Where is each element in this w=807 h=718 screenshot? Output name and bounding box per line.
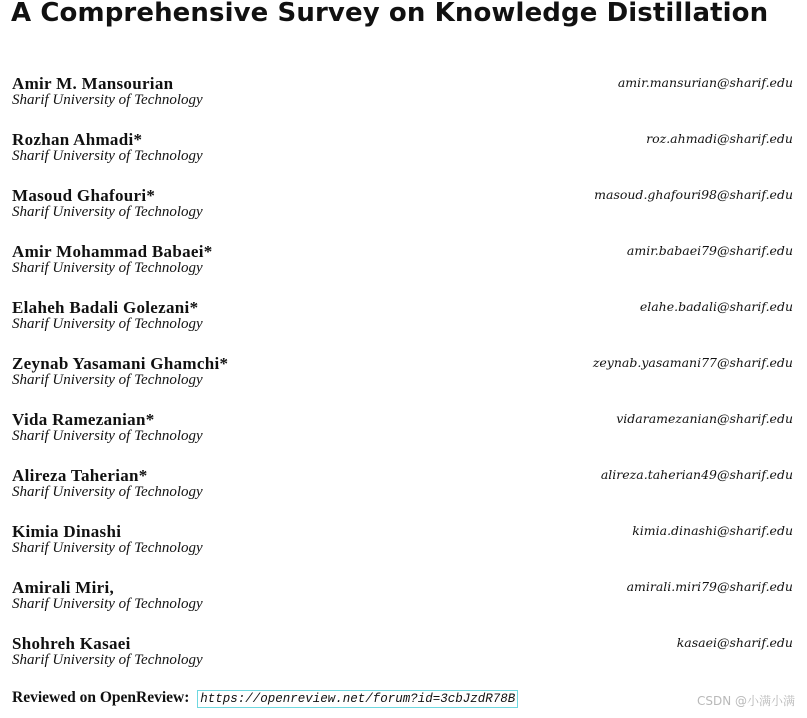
author-block: [12, 410, 793, 454]
author-name: Amirali Miri,: [12, 578, 115, 597]
author-block: [12, 74, 793, 118]
paper-title: A Comprehensive Survey on Knowledge Distillation: [11, 0, 769, 28]
author-name: Zeynab Yasamani Ghamchi*: [12, 354, 229, 373]
openreview-link[interactable]: https://openreview.net/forum?id=3cbJzdR78B: [197, 690, 518, 708]
author-name: Amir M. Mansourian: [12, 74, 174, 93]
author-name: Elaheh Badali Golezani*: [12, 298, 199, 317]
author-affiliation: Sharif University of Technology: [12, 484, 203, 500]
author-email[interactable]: elahe.badali@sharif.edu: [639, 299, 793, 314]
author-block: [12, 242, 793, 286]
author-affiliation: Sharif University of Technology: [12, 148, 203, 164]
openreview-label: Reviewed on OpenReview:: [12, 689, 190, 706]
author-email[interactable]: kimia.dinashi@sharif.edu: [632, 523, 793, 538]
author-block: [12, 634, 793, 678]
author-affiliation: Sharif University of Technology: [12, 652, 203, 668]
author-name: Shohreh Kasaei: [12, 634, 131, 653]
author-name: Rozhan Ahmadi*: [12, 130, 143, 149]
author-email[interactable]: kasaei@sharif.edu: [676, 635, 793, 650]
author-email[interactable]: roz.ahmadi@sharif.edu: [646, 131, 793, 146]
author-affiliation: Sharif University of Technology: [12, 204, 203, 220]
author-affiliation: Sharif University of Technology: [12, 596, 203, 612]
author-email[interactable]: masoud.ghafouri98@sharif.edu: [594, 187, 793, 202]
author-block: [12, 578, 793, 622]
csdn-watermark: CSDN @小满小满: [696, 694, 795, 708]
author-name: Alireza Taherian*: [12, 466, 148, 485]
author-affiliation: Sharif University of Technology: [12, 316, 203, 332]
author-email[interactable]: alireza.taherian49@sharif.edu: [600, 467, 793, 482]
author-affiliation: Sharif University of Technology: [12, 428, 203, 444]
author-block: [12, 354, 793, 398]
author-block: [12, 466, 793, 510]
author-block: [12, 522, 793, 566]
author-block: [12, 298, 793, 342]
openreview-line: [12, 689, 518, 708]
author-block: [12, 130, 793, 174]
author-block: [12, 186, 793, 230]
author-name: Masoud Ghafouri*: [12, 186, 156, 205]
author-email[interactable]: amir.mansurian@sharif.edu: [617, 75, 793, 90]
author-affiliation: Sharif University of Technology: [12, 372, 203, 388]
author-affiliation: Sharif University of Technology: [12, 92, 203, 108]
author-email[interactable]: vidaramezanian@sharif.edu: [616, 411, 793, 426]
author-email[interactable]: amir.babaei79@sharif.edu: [626, 243, 793, 258]
author-email[interactable]: zeynab.yasamani77@sharif.edu: [592, 355, 793, 370]
author-affiliation: Sharif University of Technology: [12, 540, 203, 556]
author-name: Kimia Dinashi: [12, 522, 122, 541]
author-email[interactable]: amirali.miri79@sharif.edu: [626, 579, 793, 594]
author-name: Vida Ramezanian*: [12, 410, 155, 429]
author-name: Amir Mohammad Babaei*: [12, 242, 213, 261]
author-affiliation: Sharif University of Technology: [12, 260, 203, 276]
